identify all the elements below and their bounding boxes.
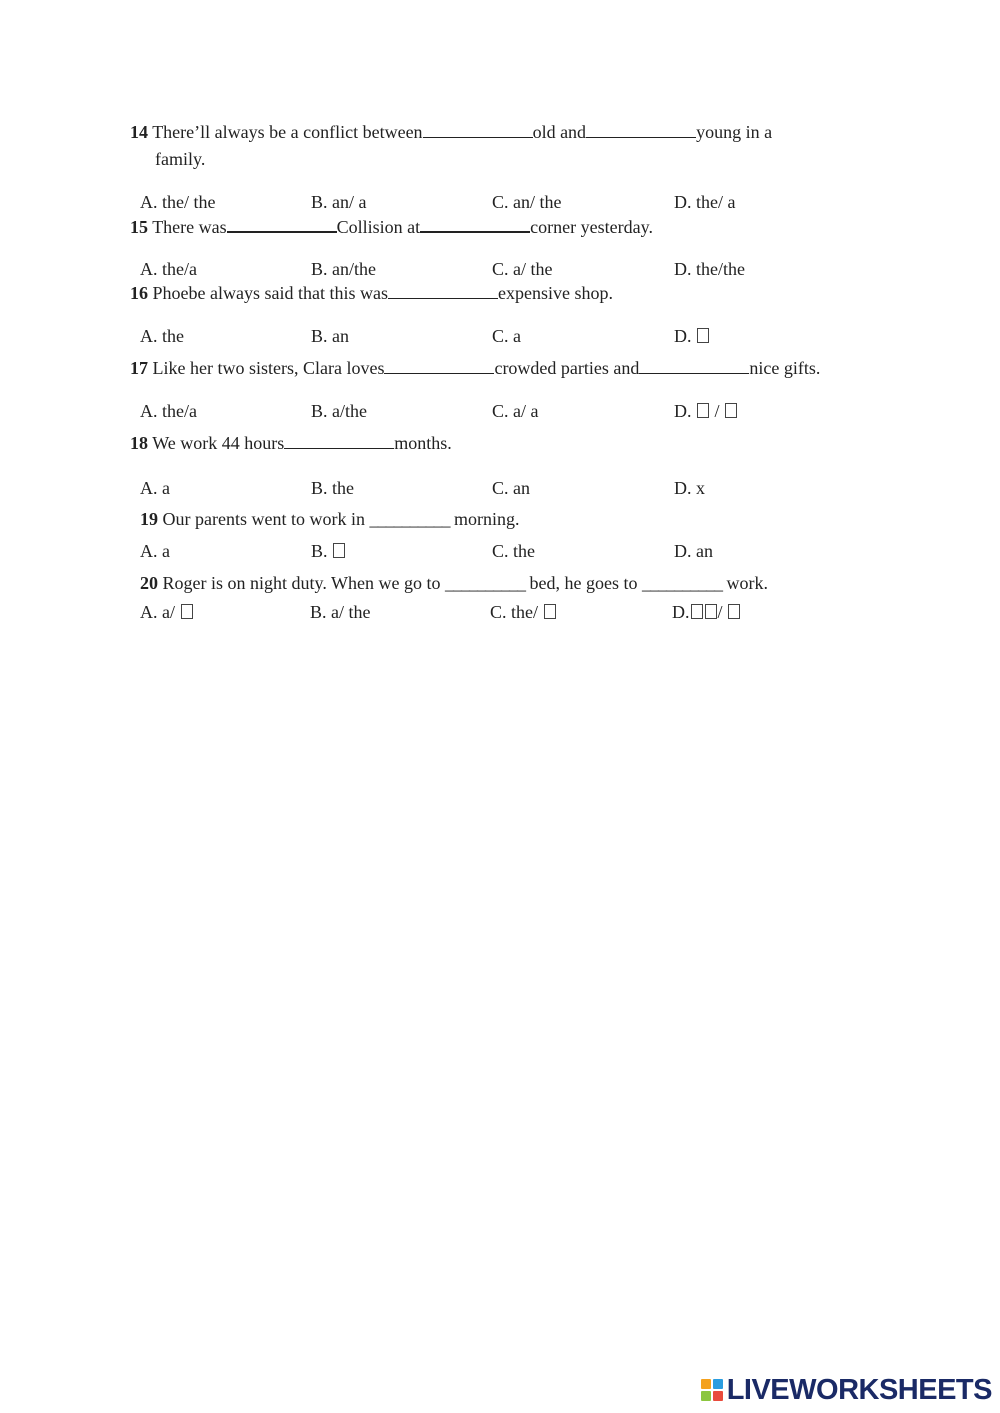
- option-b[interactable]: B. a/the: [311, 401, 367, 421]
- answer-blank[interactable]: [284, 430, 394, 449]
- question-text: There was: [152, 217, 227, 237]
- question-number: 14: [130, 122, 148, 142]
- missing-glyph-icon: [544, 604, 556, 619]
- question-text: Roger is on night duty. When we go to: [162, 573, 441, 593]
- question-text: Collision at: [336, 217, 421, 237]
- logo-square: [701, 1391, 711, 1401]
- question-20: [140, 570, 768, 596]
- answer-blank[interactable]: [420, 213, 530, 233]
- option-d-label: D.: [674, 326, 692, 346]
- logo-grid-icon: [701, 1379, 723, 1401]
- question-15: [130, 213, 653, 240]
- question-text: nice gifts.: [749, 358, 821, 378]
- option-c[interactable]: C. a/ the: [492, 259, 553, 279]
- option-a[interactable]: A. the/ the: [140, 192, 216, 212]
- option-d[interactable]: [674, 323, 710, 349]
- answer-blank[interactable]: [388, 280, 498, 299]
- question-18: [130, 430, 452, 456]
- option-d[interactable]: D. the/the: [674, 259, 745, 279]
- question-text: work.: [726, 573, 768, 593]
- option-a[interactable]: A. a: [140, 541, 170, 561]
- question-text: We work 44 hours: [152, 433, 285, 453]
- option-c[interactable]: C. a/ a: [492, 401, 539, 421]
- missing-glyph-icon: [728, 604, 740, 619]
- question-text: Phoebe always said that this was: [152, 283, 388, 303]
- question-number: 17: [130, 358, 148, 378]
- option-a[interactable]: A. a: [140, 478, 170, 498]
- option-separator: /: [714, 401, 720, 421]
- logo-square: [701, 1379, 711, 1389]
- option-a[interactable]: A. the/a: [140, 401, 197, 421]
- question-19: [140, 506, 519, 532]
- question-16: [130, 280, 613, 306]
- logo-square: [713, 1379, 723, 1389]
- option-d[interactable]: [672, 599, 741, 625]
- logo-square: [713, 1391, 723, 1401]
- option-a[interactable]: A. the/a: [140, 259, 197, 279]
- missing-glyph-icon: [705, 604, 717, 619]
- option-b[interactable]: B. the: [311, 478, 354, 498]
- option-a[interactable]: A. the: [140, 326, 184, 346]
- question-number: 18: [130, 433, 148, 453]
- answer-blank[interactable]: __________: [444, 573, 525, 593]
- option-c-label: C. the/: [490, 602, 538, 622]
- question-text: young in a: [696, 122, 773, 142]
- option-d-label: D.: [674, 401, 692, 421]
- answer-blank[interactable]: [384, 355, 494, 374]
- answer-blank[interactable]: [423, 119, 533, 138]
- option-c[interactable]: C. the: [492, 541, 535, 561]
- question-number: 20: [140, 573, 158, 593]
- option-b[interactable]: [311, 538, 346, 564]
- missing-glyph-icon: [181, 604, 193, 619]
- option-d[interactable]: D. x: [674, 478, 705, 498]
- question-number: 19: [140, 509, 158, 529]
- question-text: crowded parties and: [494, 358, 640, 378]
- answer-blank[interactable]: [639, 355, 749, 374]
- option-c[interactable]: C. an: [492, 478, 530, 498]
- question-number: 16: [130, 283, 148, 303]
- question-text: expensive shop.: [497, 283, 613, 303]
- logo-text: LIVEWORKSHEETS: [726, 1373, 992, 1406]
- missing-glyph-icon: [697, 403, 709, 418]
- option-c[interactable]: C. an/ the: [492, 192, 562, 212]
- option-c[interactable]: [490, 599, 557, 625]
- answer-blank[interactable]: __________: [641, 573, 722, 593]
- answer-blank[interactable]: [586, 119, 696, 138]
- question-text: corner yesterday.: [530, 217, 653, 237]
- option-separator: /: [717, 602, 723, 622]
- question-text: bed, he goes to: [529, 573, 638, 593]
- question-text: months.: [394, 433, 452, 453]
- answer-blank[interactable]: __________: [369, 509, 450, 529]
- question-17: [130, 355, 820, 381]
- question-text: There’ll always be a conflict between: [152, 122, 423, 142]
- option-d-label: D.: [672, 602, 690, 622]
- option-a-label: A. a/: [140, 602, 175, 622]
- option-d[interactable]: D. the/ a: [674, 192, 736, 212]
- missing-glyph-icon: [697, 328, 709, 343]
- option-b[interactable]: B. an/the: [311, 259, 376, 279]
- option-b[interactable]: B. an: [311, 326, 349, 346]
- option-c[interactable]: C. a: [492, 326, 521, 346]
- liveworksheets-logo: [701, 1373, 992, 1407]
- question-text-continuation: family.: [155, 149, 206, 169]
- option-a[interactable]: [140, 599, 194, 625]
- missing-glyph-icon: [691, 604, 703, 619]
- answer-blank[interactable]: [227, 213, 337, 233]
- option-b-label: B.: [311, 541, 328, 561]
- option-b[interactable]: B. an/ a: [311, 192, 367, 212]
- question-text: Like her two sisters, Clara loves: [152, 358, 385, 378]
- question-text: morning.: [453, 509, 520, 529]
- option-b[interactable]: B. a/ the: [310, 602, 371, 622]
- missing-glyph-icon: [725, 403, 737, 418]
- question-number: 15: [130, 217, 148, 237]
- missing-glyph-icon: [333, 543, 345, 558]
- question-text: Our parents went to work in: [162, 509, 365, 529]
- question-14: [130, 119, 772, 145]
- option-d[interactable]: [674, 398, 738, 424]
- question-text: old and: [532, 122, 587, 142]
- option-d[interactable]: D. an: [674, 541, 713, 561]
